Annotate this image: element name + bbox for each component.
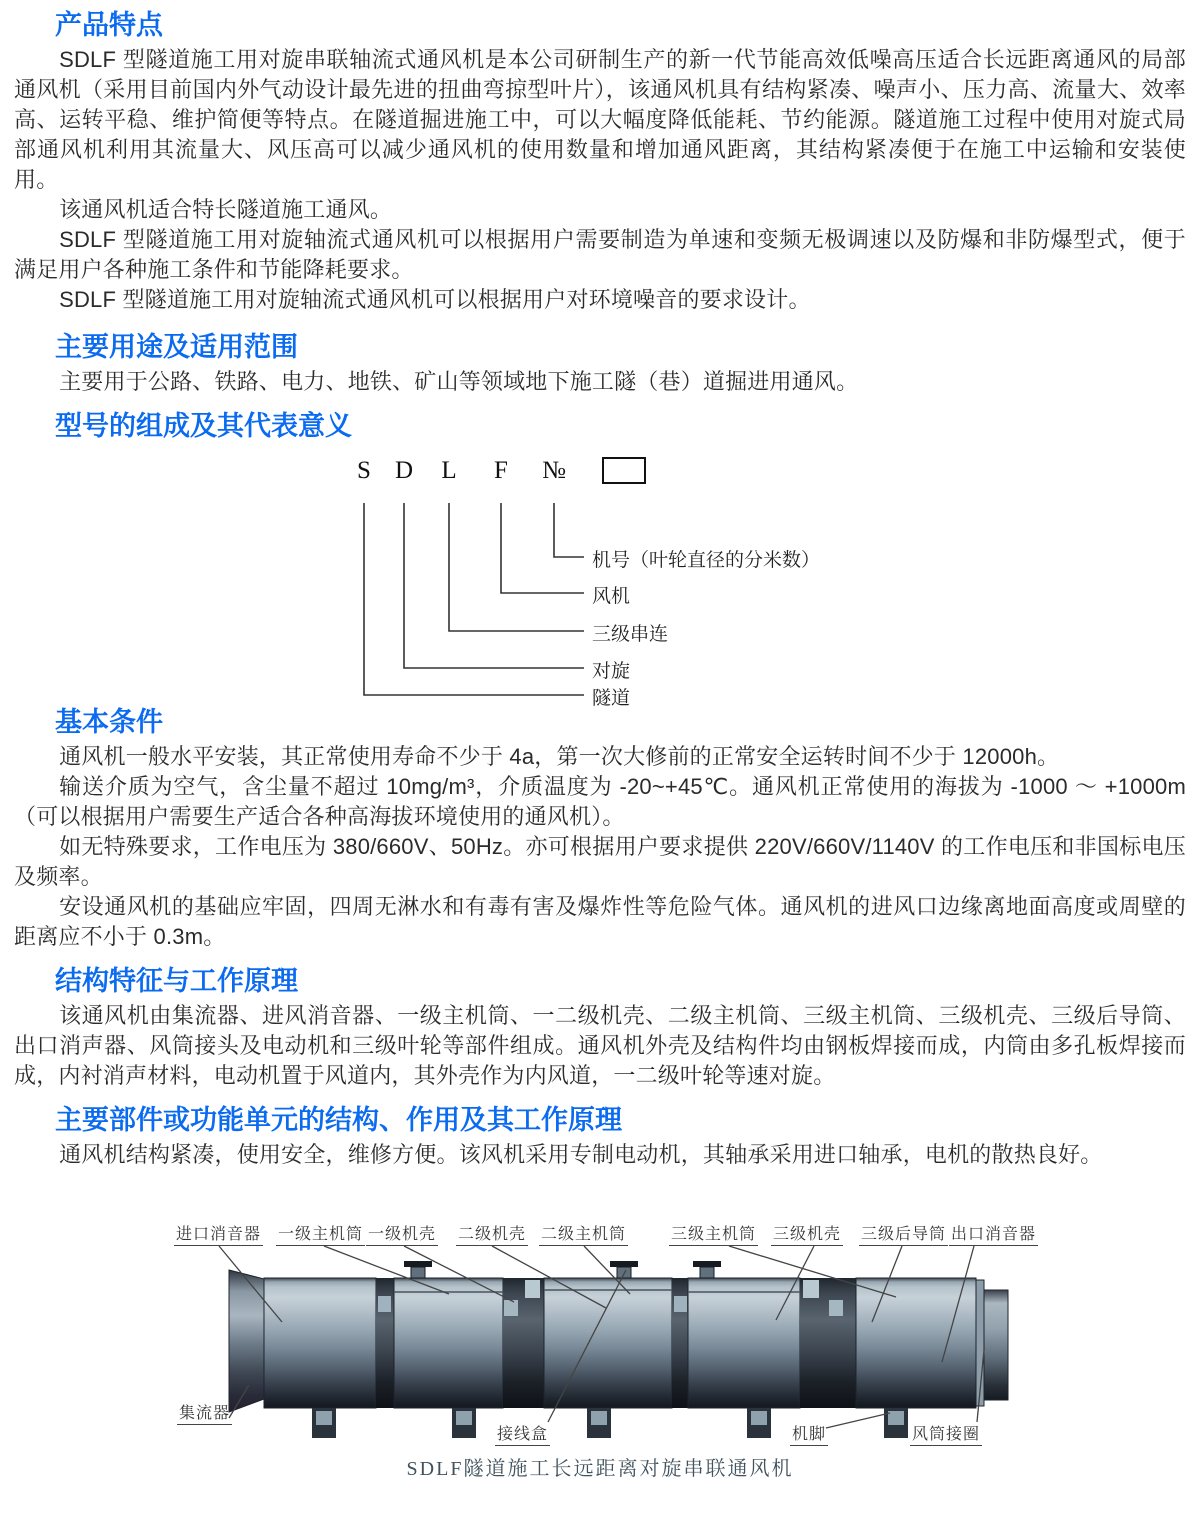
model-letter-d: D <box>394 457 414 484</box>
paragraph: SDLF 型隧道施工用对旋轴流式通风机可以根据用户对环境噪音的要求设计。 <box>59 287 811 312</box>
model-label-tunnel: 隧道 <box>592 688 631 709</box>
paragraph: 该通风机由集流器、进风消音器、一级主机筒、一二级机壳、二级主机筒、三级主机筒、三级机壳、三级后导筒、出口消声器、风筒接头及电动机和三级叶轮等部件组成。通风机外壳及结构件均由钢板焊接而成，内筒由多孔板焊接而成，内衬消声材料，电动机置于风道内，其外壳作为内风道，一二级叶轮等速对旋。 <box>14 1003 1186 1088</box>
model-letter-f: F <box>494 457 508 484</box>
model-label-fan: 风机 <box>592 586 631 607</box>
junction-box <box>610 1261 638 1278</box>
paragraph: 主要用于公路、铁路、电力、地铁、矿山等领域地下施工隧（巷）道掘进用通风。 <box>59 369 859 394</box>
fan-label-stage2-casing: 二级机壳 <box>456 1221 528 1246</box>
fan-label-stage3-guide: 三级后导筒 <box>859 1221 948 1246</box>
paragraph: 输送介质为空气，含尘量不超过 10mg/m³，介质温度为 -20~+45℃。通风机正常使用的海拔为 -1000 ～ +1000m（可以根据用户需要生产适合各种高海拔环境使用的通风机）。 <box>14 774 1186 829</box>
stage2-main-section <box>544 1278 672 1408</box>
junction-box <box>404 1261 432 1278</box>
heading-product-features: 产品特点 <box>55 10 163 40</box>
duct-collar <box>984 1290 1008 1400</box>
fan-label-stage1-casing: 一级机壳 <box>366 1221 438 1246</box>
heading-basic-conditions: 基本条件 <box>55 707 163 737</box>
fan-assembly-diagram <box>14 1200 1186 1500</box>
paragraph: SDLF 型隧道施工用对旋轴流式通风机可以根据用户需要制造为单速和变频无极调速以及防爆和非防爆型式，便于满足用户各种施工条件和节能降耗要求。 <box>14 227 1186 282</box>
model-letter-no: № <box>542 457 566 484</box>
paragraph: 通风机结构紧凑，使用安全，维修方便。该风机采用专制电动机，其轴承采用进口轴承，电机的散热良好。 <box>59 1142 1103 1167</box>
paragraph: 安设通风机的基础应牢固，四周无淋水和有毒有害及爆炸性等危险气体。通风机的进风口边缘离地面高度或周壁的距离应不小于 0.3m。 <box>14 894 1186 949</box>
fan-label-collector: 集流器 <box>177 1400 232 1425</box>
fan-label-stage3-casing: 三级机壳 <box>771 1221 843 1246</box>
model-label-contra: 对旋 <box>592 661 631 682</box>
document-body <box>0 8 1200 1500</box>
fan-label-duct-collar: 风筒接圈 <box>910 1421 982 1446</box>
model-code-diagram <box>14 451 1186 709</box>
outlet-silencer-section <box>856 1278 976 1408</box>
fan-label-inlet-silencer: 进口消音器 <box>174 1221 263 1246</box>
paragraph: 如无特殊要求，工作电压为 380/660V、50Hz。亦可根据用户要求提供 220V/660V/1140V 的工作电压和非国标电压及频率。 <box>14 834 1186 889</box>
stage3-main-section <box>688 1278 800 1408</box>
fan-diagram-caption: SDLF隧道施工长远距离对旋串联通风机 <box>406 1458 794 1480</box>
heading-usage-scope: 主要用途及适用范围 <box>55 332 298 362</box>
model-label-number: 机号（叶轮直径的分米数） <box>592 550 821 571</box>
fan-label-feet: 机脚 <box>790 1421 828 1446</box>
paragraph: 通风机一般水平安装，其正常使用寿命不少于 4a，第一次大修前的正常安全运转时间不少于 12000h。 <box>59 744 1060 769</box>
inlet-silencer-section <box>264 1278 376 1408</box>
paragraph: SDLF 型隧道施工用对旋串联轴流式通风机是本公司研制生产的新一代节能高效低噪高压适合长远距离通风的局部通风机（采用目前国内外气动设计最先进的扭曲弯掠型叶片），该通风机具有结构紧凑、噪声小、压力高、流量大、效率高、运转平稳、维护简便等特点。在隧道掘进施工中，可以大幅度降低能耗、节约能源。隧道施工过程中使用对旋式局部通风机利用其流量大、风压高可以减少通风机的使用数量和增加通风距离，其结构紧凑便于在施工中运输和安装使用。 <box>14 47 1186 192</box>
heading-model-composition: 型号的组成及其代表意义 <box>55 411 352 441</box>
model-letter-s: S <box>357 457 371 484</box>
fan-label-junction-box: 接线盒 <box>495 1421 550 1446</box>
model-label-series: 三级串连 <box>592 624 669 645</box>
fan-label-stage3-main: 三级主机筒 <box>669 1221 758 1246</box>
junction-box <box>693 1261 721 1278</box>
fan-label-stage1-main: 一级主机筒 <box>276 1221 365 1246</box>
inlet-bell <box>229 1270 264 1412</box>
model-letter-l: L <box>441 457 457 484</box>
fan-label-stage2-main: 二级主机筒 <box>539 1221 628 1246</box>
stage1-main-section <box>394 1278 503 1408</box>
fan-label-outlet-silencer: 出口消音器 <box>949 1221 1038 1246</box>
paragraph: 该通风机适合特长隧道施工通风。 <box>59 197 393 222</box>
heading-main-parts: 主要部件或功能单元的结构、作用及其工作原理 <box>55 1105 622 1135</box>
heading-structure-principle: 结构特征与工作原理 <box>55 966 298 996</box>
